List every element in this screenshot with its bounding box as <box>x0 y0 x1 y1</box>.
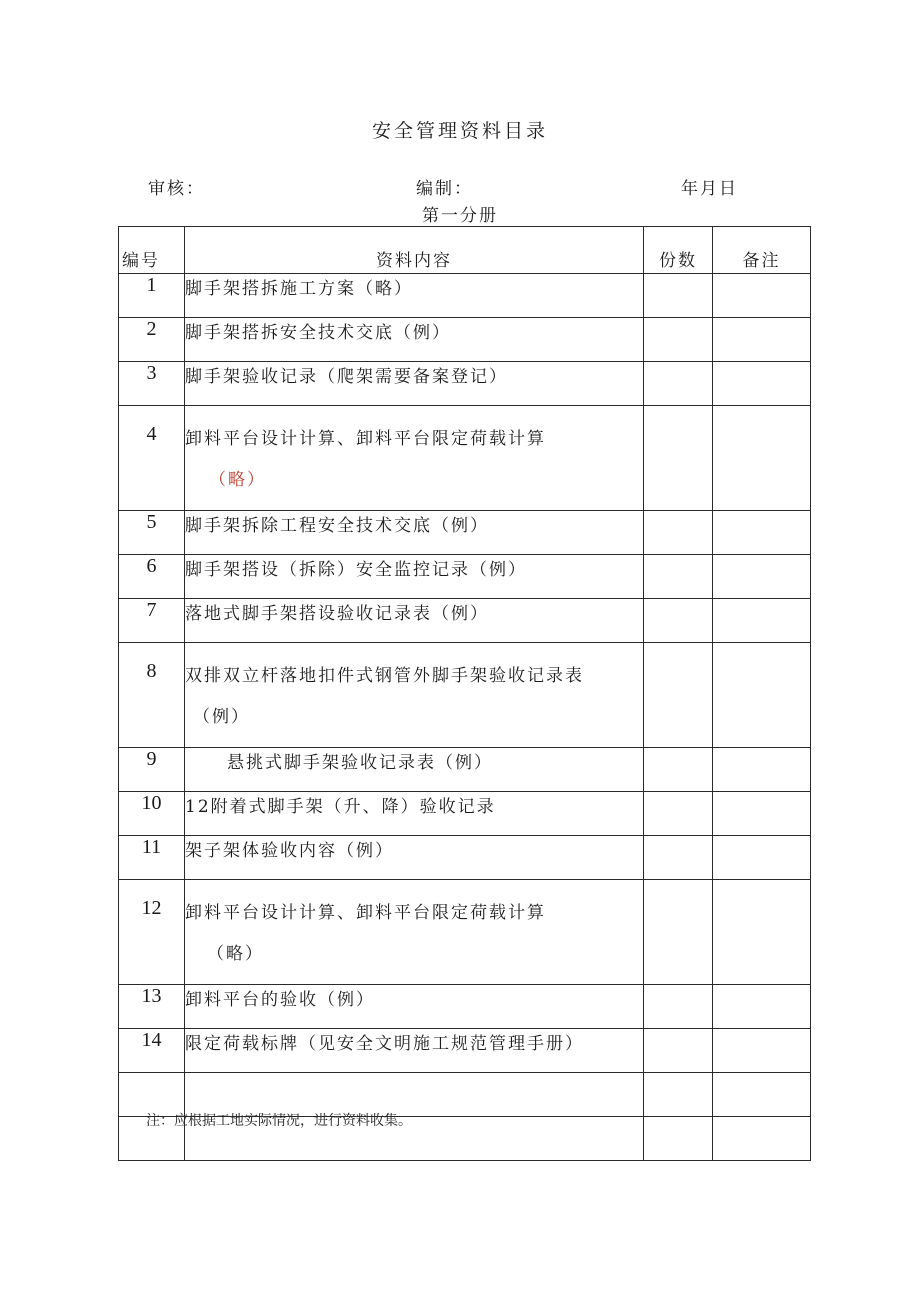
row-copies <box>644 836 713 880</box>
row-content-line1: 卸料平台设计计算、卸料平台限定荷载计算 <box>185 429 546 449</box>
table-row <box>119 748 811 792</box>
table-row <box>119 985 811 1029</box>
row-number: 4 <box>119 406 185 511</box>
row-remark <box>713 274 811 318</box>
row-content-line2: （略） <box>207 944 264 964</box>
row-content: 落地式脚手架搭设验收记录表（例） <box>185 599 644 643</box>
row-copies <box>644 1029 713 1073</box>
table-row <box>119 792 811 836</box>
row-content: 架子架体验收内容（例） <box>185 836 644 880</box>
header-number: 编号 <box>119 227 185 274</box>
document-title: 安全管理资料目录 <box>371 120 548 142</box>
row-content: 脚手架验收记录（爬架需要备案登记） <box>185 362 644 406</box>
row-content: 卸料平台的验收（例） <box>185 985 644 1029</box>
date-label: 年月日 <box>681 179 738 199</box>
header-content: 资料内容 <box>185 227 644 274</box>
table-header-row <box>119 227 811 274</box>
row-content-line2: （略） <box>209 470 266 490</box>
index-table <box>118 226 811 1161</box>
row-content <box>185 880 644 985</box>
row-number: 2 <box>119 318 185 362</box>
row-content: 脚手架搭拆施工方案（略） <box>185 274 644 318</box>
row-remark <box>713 511 811 555</box>
row-remark <box>713 1117 811 1161</box>
row-remark <box>713 836 811 880</box>
row-copies <box>644 555 713 599</box>
row-number: 3 <box>119 362 185 406</box>
row-content: 脚手架拆除工程安全技术交底（例） <box>185 511 644 555</box>
table-row <box>119 318 811 362</box>
row-remark <box>713 1073 811 1117</box>
row-remark <box>713 985 811 1029</box>
row-copies <box>644 1117 713 1161</box>
row-copies <box>644 599 713 643</box>
row-number: 10 <box>119 792 185 836</box>
table-row <box>119 836 811 880</box>
row-copies <box>644 362 713 406</box>
row-copies <box>644 880 713 985</box>
reviewer-label: 审核： <box>148 179 205 199</box>
row-number: 14 <box>119 1029 185 1073</box>
row-number: 11 <box>119 836 185 880</box>
row-number: 7 <box>119 599 185 643</box>
row-copies <box>644 985 713 1029</box>
row-remark <box>713 362 811 406</box>
row-remark <box>713 643 811 748</box>
row-content <box>185 748 644 792</box>
row-content: 脚手架搭拆安全技术交底（例） <box>185 318 644 362</box>
row-number: 5 <box>119 511 185 555</box>
row-remark <box>713 406 811 511</box>
table-row <box>119 406 811 511</box>
footnote: 注：应根据工地实际情况，进行资料收集。 <box>146 1113 412 1129</box>
row-remark <box>713 880 811 985</box>
table-row <box>119 599 811 643</box>
preparer-label: 编制： <box>416 179 473 199</box>
table-row <box>119 880 811 985</box>
row-number: 9 <box>119 748 185 792</box>
row-content-line1: 卸料平台设计计算、卸料平台限定荷载计算 <box>185 903 546 923</box>
row-content <box>185 643 644 748</box>
row-number: 1 <box>119 274 185 318</box>
row-copies <box>644 511 713 555</box>
row-copies <box>644 274 713 318</box>
row-content: 脚手架搭设（拆除）安全监控记录（例） <box>185 555 644 599</box>
table-row <box>119 511 811 555</box>
table-row <box>119 274 811 318</box>
row-number: 12 <box>119 880 185 985</box>
row-copies <box>644 643 713 748</box>
row-copies <box>644 406 713 511</box>
row-copies <box>644 792 713 836</box>
row-remark <box>713 748 811 792</box>
row-remark <box>713 1029 811 1073</box>
volume-label: 第一分册 <box>422 206 498 226</box>
row-content-line2: （例） <box>193 707 250 727</box>
row-content <box>185 406 644 511</box>
row-copies <box>644 318 713 362</box>
row-number: 8 <box>119 643 185 748</box>
row-content: 限定荷载标牌（见安全文明施工规范管理手册） <box>185 1029 644 1073</box>
row-copies <box>644 748 713 792</box>
row-content: 12附着式脚手架（升、降）验收记录 <box>185 792 644 836</box>
row-number: 6 <box>119 555 185 599</box>
row-remark <box>713 792 811 836</box>
row-remark <box>713 555 811 599</box>
table-row <box>119 555 811 599</box>
table-row <box>119 643 811 748</box>
row-remark <box>713 318 811 362</box>
row-number: 13 <box>119 985 185 1029</box>
row-content-line1: 悬挑式脚手架验收记录表（例） <box>227 753 493 773</box>
row-remark <box>713 599 811 643</box>
row-content-line1: 双排双立杆落地扣件式钢管外脚手架验收记录表 <box>185 666 584 686</box>
row-copies <box>644 1073 713 1117</box>
table-row <box>119 1029 811 1073</box>
header-remark: 备注 <box>713 227 811 274</box>
table-row <box>119 362 811 406</box>
header-copies: 份数 <box>644 227 713 274</box>
